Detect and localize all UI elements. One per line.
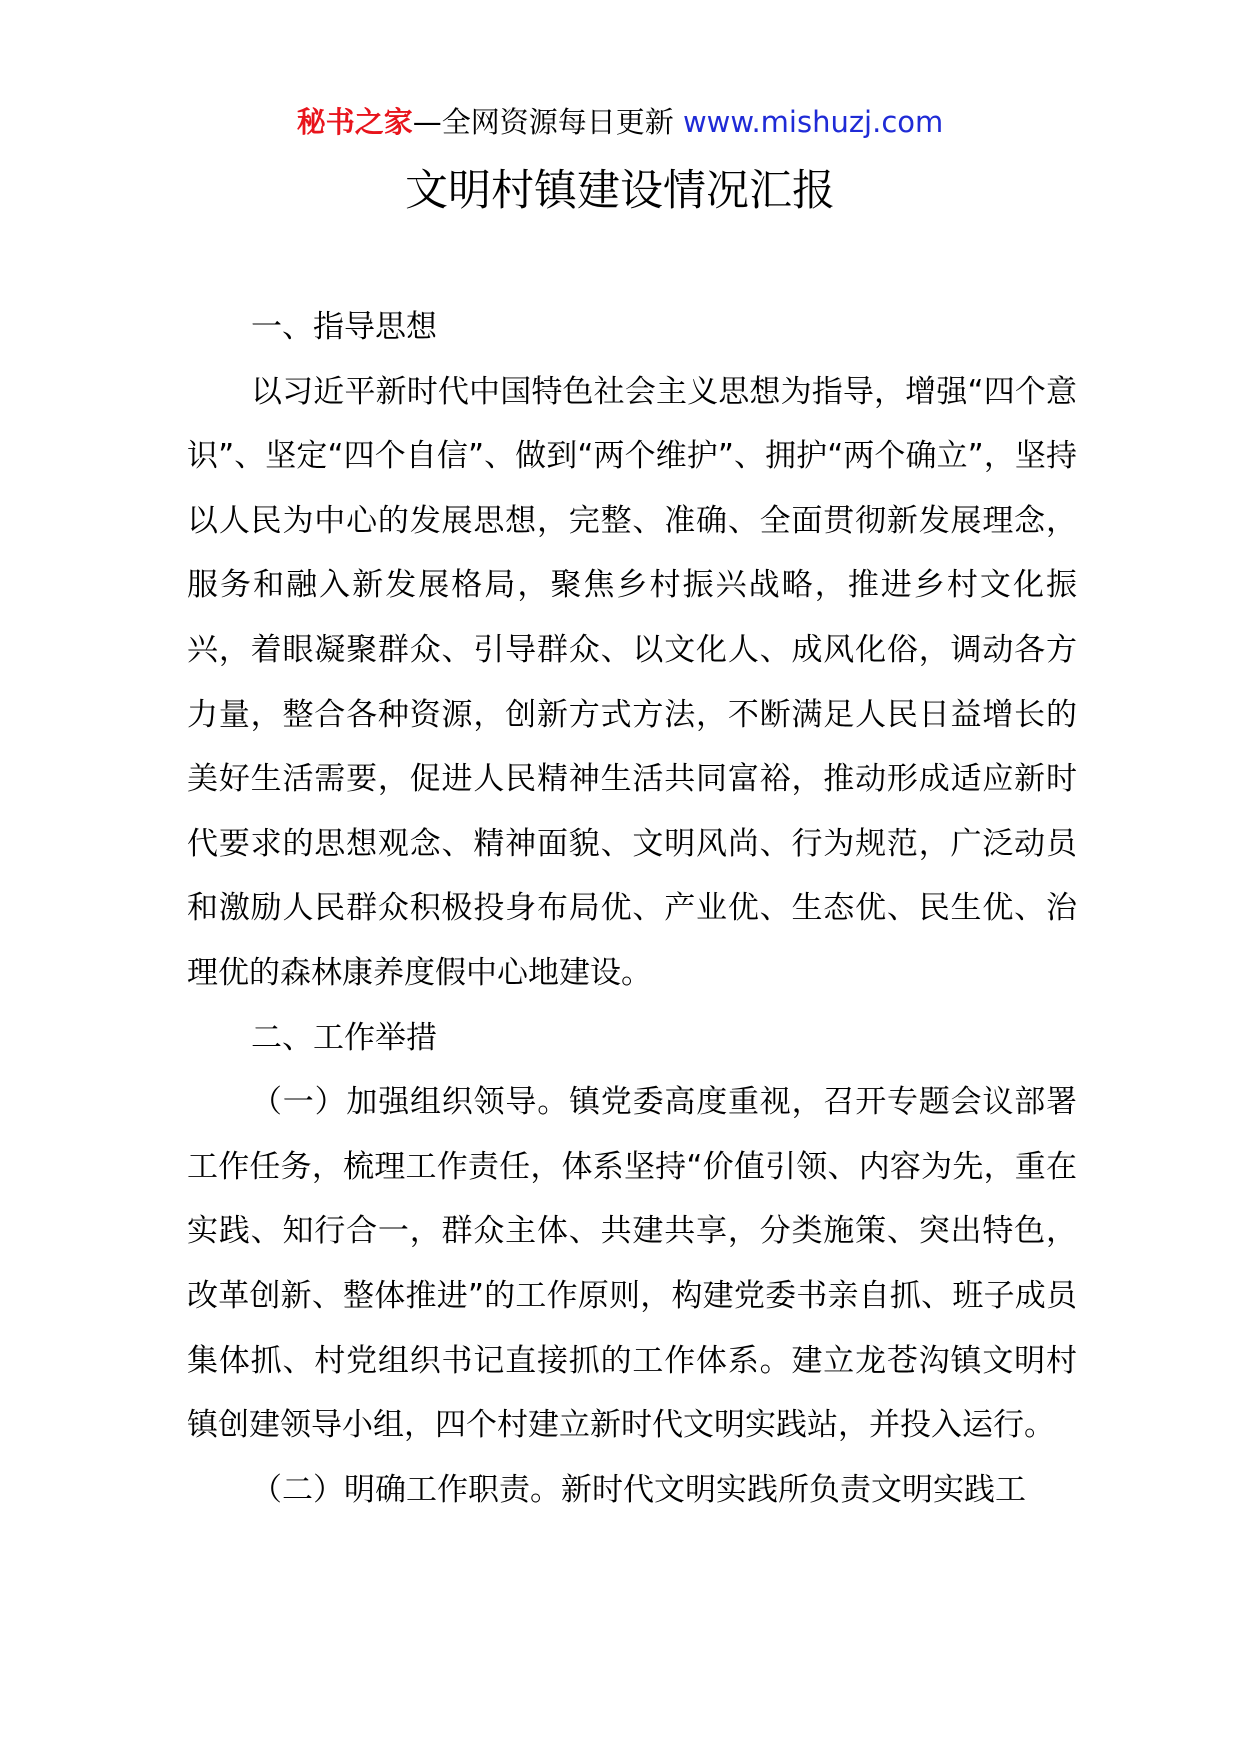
document-title: 文明村镇建设情况汇报 bbox=[405, 166, 835, 216]
document-body bbox=[187, 295, 1077, 1522]
site-banner bbox=[0, 100, 1240, 144]
paragraph-guiding-ideology: 以习近平新时代中国特色社会主义思想为指导，增强“四个意识”、坚定“四个自信”、做到“两个维护”、拥护“两个确立”，坚持以人民为中心的发展思想，完整、准确、全面贯彻新发展理念，服务和融入新发展格局，聚焦乡村振兴战略，推进乡村文化振兴，着眼凝聚群众、引导群众、以文化人、成风化俗，调动各方力量，整合各种资源，创新方式方法，不断满足人民日益增长的美好生活需要，促进人民精神生活共同富裕，推动形成适应新时代要求的思想观念、精神面貌、文明风尚、行为规范，广泛动员和激励人民群众积极投身布局优、产业优、生态优、民生优、治理优的森林康养度假中心地建设。 bbox=[187, 373, 1077, 991]
section-heading-work-measures: 二、工作举措 bbox=[251, 1019, 437, 1056]
section-heading-guiding-ideology: 一、指导思想 bbox=[251, 309, 437, 345]
banner-tagline: —全网资源每日更新 bbox=[412, 105, 674, 139]
brand-name: 秘书之家 bbox=[296, 105, 413, 139]
site-url-link[interactable]: www.mishuzj.com bbox=[682, 105, 944, 139]
paragraph-clarify-duties: （二）明确工作职责。新时代文明实践所负责文明实践工 bbox=[251, 1471, 1026, 1508]
paragraph-strengthen-leadership: （一）加强组织领导。镇党委高度重视，召开专题会议部署工作任务，梳理工作责任，体系坚持“价值引领、内容为先，重在实践、知行合一，群众主体、共建共享，分类施策、突出特色，改革创新、整体推进”的工作原则，构建党委书亲自抓、班子成员集体抓、村党组织书记直接抓的工作体系。建立龙苍沟镇文明村镇创建领导小组，四个村建立新时代文明实践站，并投入运行。 bbox=[187, 1084, 1077, 1444]
